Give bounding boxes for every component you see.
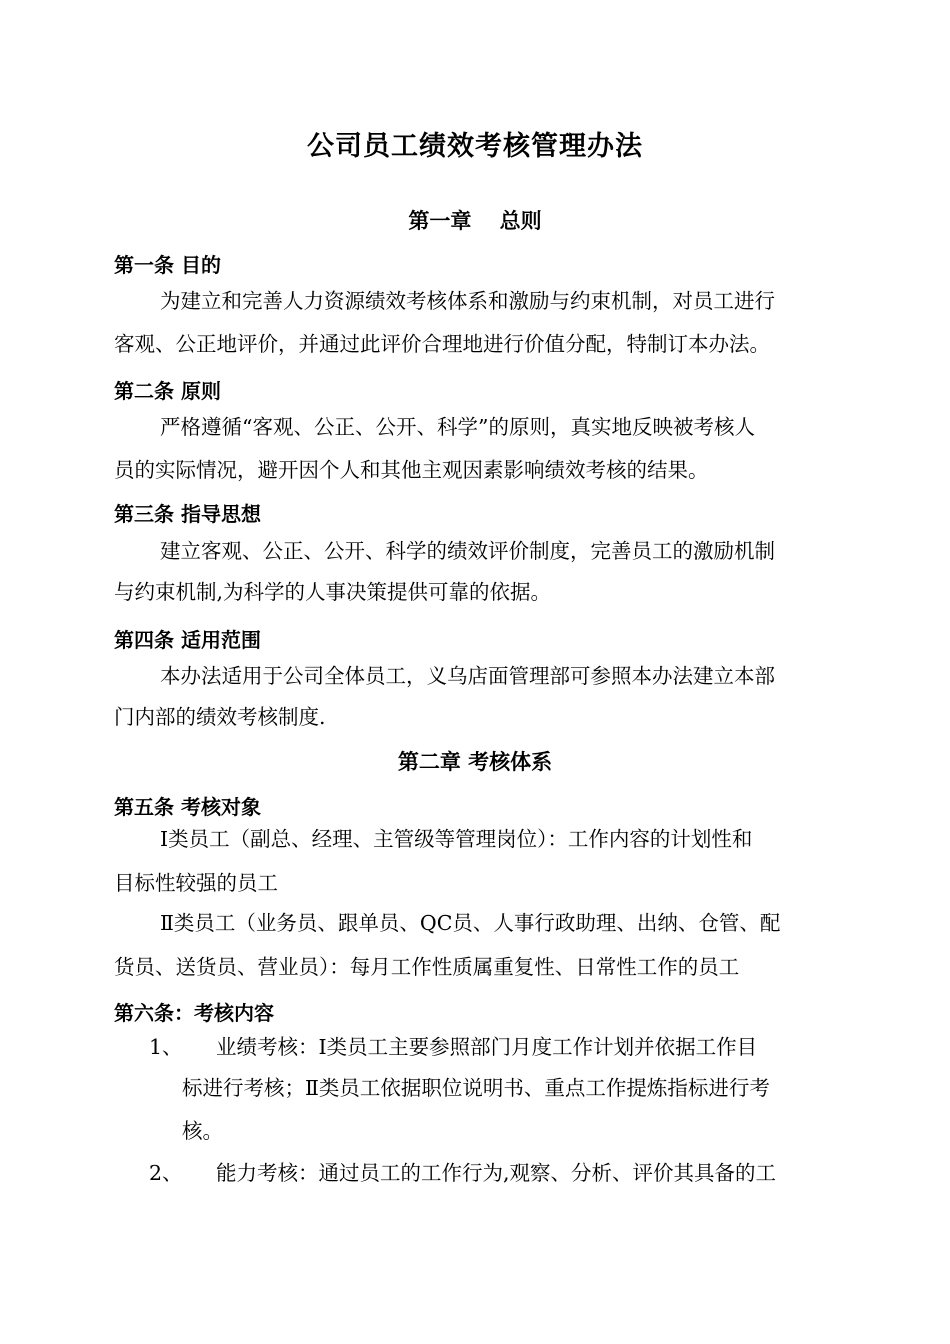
list-item-1-line-3: 核。 [182, 1119, 223, 1143]
article-6-heading: 第六条：考核内容 [114, 1001, 274, 1025]
list-item-1-line-2: 标进行考核；Ⅱ类员工依据职位说明书、重点工作提炼指标进行考 [182, 1076, 770, 1100]
list-item-1-line-1: 业绩考核：Ⅰ类员工主要参照部门月度工作计划并依据工作目 [216, 1035, 758, 1059]
document-title: 公司员工绩效考核管理办法 [307, 131, 643, 162]
article-5-line-2: 目标性较强的员工 [114, 871, 278, 895]
article-5-line-4: 货员、送货员、营业员）：每月工作性质属重复性、日常性工作的员工 [114, 955, 740, 979]
list-item-1-number: 1、 [149, 1035, 183, 1059]
article-1-line-2: 客观、公正地评价，并通过此评价合理地进行价值分配，特制订本办法。 [114, 332, 770, 356]
article-3-heading: 第三条 指导思想 [114, 502, 261, 526]
article-2-line-1: 严格遵循“客观、公正、公开、科学”的原则，真实地反映被考核人 [160, 415, 755, 439]
article-3-line-1: 建立客观、公正、公开、科学的绩效评价制度，完善员工的激励机制 [160, 539, 775, 563]
article-1-line-1: 为建立和完善人力资源绩效考核体系和激励与约束机制，对员工进行 [160, 289, 775, 313]
article-4-line-2: 门内部的绩效考核制度. [114, 705, 326, 729]
list-item-2-line-1: 能力考核：通过员工的工作行为,观察、分析、评价其具备的工 [216, 1161, 777, 1185]
article-5-line-3: Ⅱ类员工（业务员、跟单员、QC员、人事行政助理、出纳、仓管、配 [160, 911, 781, 935]
article-2-line-2: 员的实际情况，避开因个人和其他主观因素影响绩效考核的结果。 [114, 458, 709, 482]
article-2-heading: 第二条 原则 [114, 379, 221, 403]
article-4-line-1: 本办法适用于公司全体员工，义乌店面管理部可参照本办法建立本部 [160, 664, 775, 688]
article-5-heading: 第五条 考核对象 [114, 795, 261, 819]
article-3-line-2: 与约束机制,为科学的人事决策提供可靠的依据。 [114, 580, 552, 604]
article-5-line-1: Ⅰ类员工（副总、经理、主管级等管理岗位）：工作内容的计划性和 [160, 827, 753, 851]
chapter-2-heading: 第二章 考核体系 [397, 750, 553, 774]
article-4-heading: 第四条 适用范围 [114, 628, 261, 652]
chapter-1-heading: 第一章 总则 [408, 209, 542, 233]
article-1-heading: 第一条 目的 [114, 253, 221, 277]
list-item-2-number: 2、 [149, 1161, 183, 1185]
